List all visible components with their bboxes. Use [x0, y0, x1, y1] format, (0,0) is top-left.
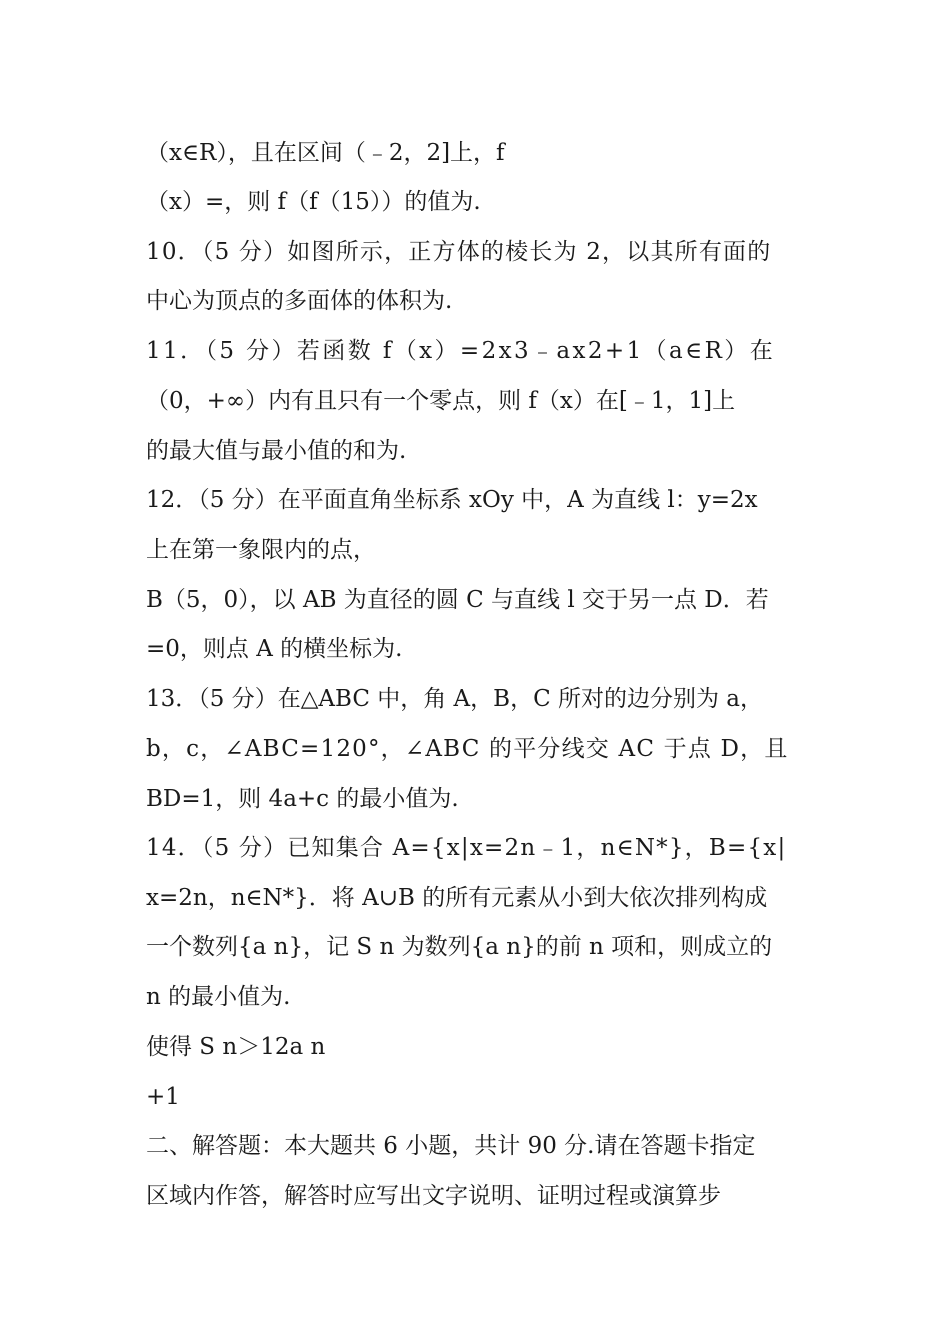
- question-12-line: 12．（5 分）在平面直角坐标系 xOy 中，A 为直线 l：y=2x: [146, 487, 758, 513]
- section-heading-line: 二、解答题：本大题共 6 小题，共计 90 分.请在答题卡指定: [146, 1133, 756, 1159]
- text-line: 区域内作答，解答时应写出文字说明、证明过程或演算步: [146, 1183, 721, 1209]
- text-line: （x）=，则 f（f（15））的值为.: [146, 189, 481, 215]
- text-line: x=2n，n∈N*}．将 A∪B 的所有元素从小到大依次排列构成: [146, 885, 768, 911]
- text-line: b，c，∠ABC=120°，∠ABC 的平分线交 AC 于点 D，且: [146, 736, 789, 762]
- text-line: +1: [146, 1084, 180, 1110]
- text-line: B（5，0），以 AB 为直径的圆 C 与直线 l 交于另一点 D．若: [146, 587, 769, 613]
- text-line: 一个数列{a n}，记 S n 为数列{a n}的前 n 项和，则成立的: [146, 934, 773, 960]
- question-11-line: 11．（5 分）若函数 f（x）=2x3﹣ax2+1（a∈R）在: [146, 338, 776, 364]
- text-line: BD=1，则 4a+c 的最小值为.: [146, 786, 459, 812]
- text-line: n 的最小值为.: [146, 984, 291, 1010]
- text-line: 上在第一象限内的点，: [146, 537, 376, 563]
- question-14-line: 14．（5 分）已知集合 A={x|x=2n﹣1，n∈N*}，B={x|: [146, 835, 787, 861]
- question-10-line: 10．（5 分）如图所示，正方体的棱长为 2，以其所有面的: [146, 239, 772, 265]
- text-line: 使得 S n＞12a n: [146, 1034, 326, 1060]
- text-line: （x∈R），且在区间（﹣2，2]上，f: [146, 140, 505, 166]
- text-line: 中心为顶点的多面体的体积为.: [146, 288, 453, 314]
- question-13-line: 13．（5 分）在△ABC 中，角 A，B，C 所对的边分别为 a，: [146, 686, 764, 712]
- text-line: （0，+∞）内有且只有一个零点，则 f（x）在[﹣1，1]上: [146, 388, 736, 414]
- text-line: 的最大值与最小值的和为.: [146, 438, 407, 464]
- text-line: =0，则点 A 的横坐标为.: [146, 636, 403, 662]
